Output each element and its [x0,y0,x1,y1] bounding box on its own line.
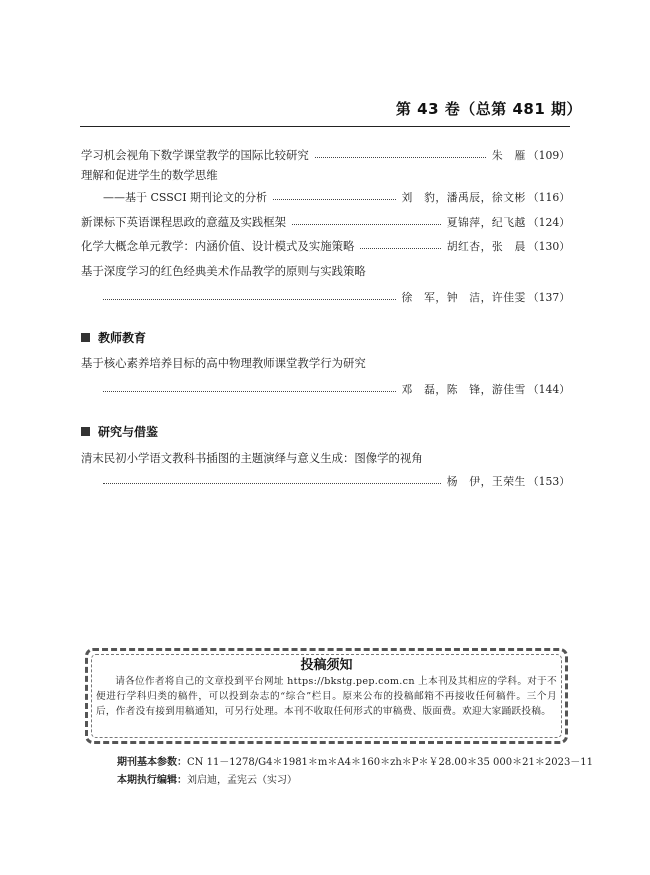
toc-entry-authors: 刘 豹，潘禹辰，徐文彬 [401,190,526,204]
editors-label: 本期执行编辑： [117,775,187,786]
toc-entry-page: （137） [527,290,570,304]
toc-entry[interactable] [81,237,570,255]
toc-entry-title: 基于核心素养培养目标的高中物理教师课堂教学行为研究 [81,356,366,370]
leader-dots [103,482,441,484]
toc-entry-page: （109） [527,148,570,162]
toc-entry-title: 新课标下英语课程思政的意蕴及实践框架 [81,215,287,229]
toc-entry-authors: 朱 雁 [491,148,526,162]
toc-entry-page: （124） [527,215,570,229]
submission-notice-box [85,648,568,744]
toc-entry-authors: 邓 磊，陈 锋，游佳雪 [401,382,526,396]
notice-title: 投稿须知 [300,658,353,673]
toc-entry-title: 清末民初小学语文教科书插图的主题演绎与意义生成：图像学的视角 [81,451,423,465]
leader-dots [315,156,486,158]
square-bullet-icon [81,333,90,342]
leader-dots [273,198,395,200]
toc-entry[interactable] [81,262,570,280]
executive-editors [117,771,297,786]
toc-entry-continuation[interactable] [81,288,570,306]
toc-entry[interactable] [81,354,570,372]
toc-entry-authors: 夏锦萍，纪飞越 [446,215,526,229]
leader-dots [103,298,396,300]
toc-entry-continuation[interactable] [81,380,570,398]
editors-value: 刘启迪，孟宪云（实习） [187,775,297,786]
toc-entry-continuation[interactable] [81,472,570,490]
toc-entry[interactable] [81,213,570,231]
toc-entry-continuation[interactable] [81,188,570,206]
toc-entry-title: 化学大概念单元教学：内涵价值、设计模式及实施策略 [81,239,355,253]
leader-dots [360,247,440,249]
toc-entry-page: （116） [527,190,570,204]
volume-issue-heading: 第 43 卷（总第 481 期） [395,100,582,118]
params-label: 期刊基本参数： [117,757,187,768]
section-heading-label: 教师教育 [98,330,147,345]
toc-entry-authors: 杨 伊，王荣生 [446,474,526,488]
toc-entry-title: 理解和促进学生的数学思维 [81,168,218,182]
leader-dots [292,223,441,225]
section-heading-research [81,422,158,440]
toc-entry-subtitle: ——基于 CSSCI 期刊论文的分析 [103,191,268,204]
toc-entry[interactable] [81,146,570,164]
toc-entry-authors: 胡红杏，张 晨 [446,239,526,253]
toc-entry-title: 基于深度学习的红色经典美术作品教学的原则与实践策略 [81,264,366,278]
toc-entry-title: 学习机会视角下数学课堂教学的国际比较研究 [81,148,309,162]
section-heading-teacher-education [81,328,146,346]
toc-entry-page: （144） [527,382,570,396]
toc-entry-page: （153） [527,474,570,488]
section-heading-label: 研究与借鉴 [98,424,159,439]
notice-body: 请各位作者将自己的文章投到平台网址 https://bkstg.pep.com.cn 上本刊及其相应的学科。对于不便进行学科归类的稿件，可以投到杂志的“综合”栏目。原来公布的投稿邮箱不再接收任何稿件。三个月后，作者没有接到用稿通知，可另行处理。本刊不收取任何形式的审稿费、版面费。欢迎大家踊跃投稿。 [96,676,557,717]
toc-entry-authors: 徐 军，钟 洁，许佳雯 [401,290,526,304]
params-value: CN 11－1278/G4＊1981＊m＊A4＊160＊zh＊P＊￥28.00＊35 000＊21＊2023－11 [187,757,594,768]
toc-entry[interactable] [81,166,570,184]
journal-parameters [117,753,593,768]
square-bullet-icon [81,427,90,436]
leader-dots [103,390,396,392]
toc-entry[interactable] [81,449,570,467]
header-rule [80,126,570,127]
toc-entry-page: （130） [527,239,570,253]
